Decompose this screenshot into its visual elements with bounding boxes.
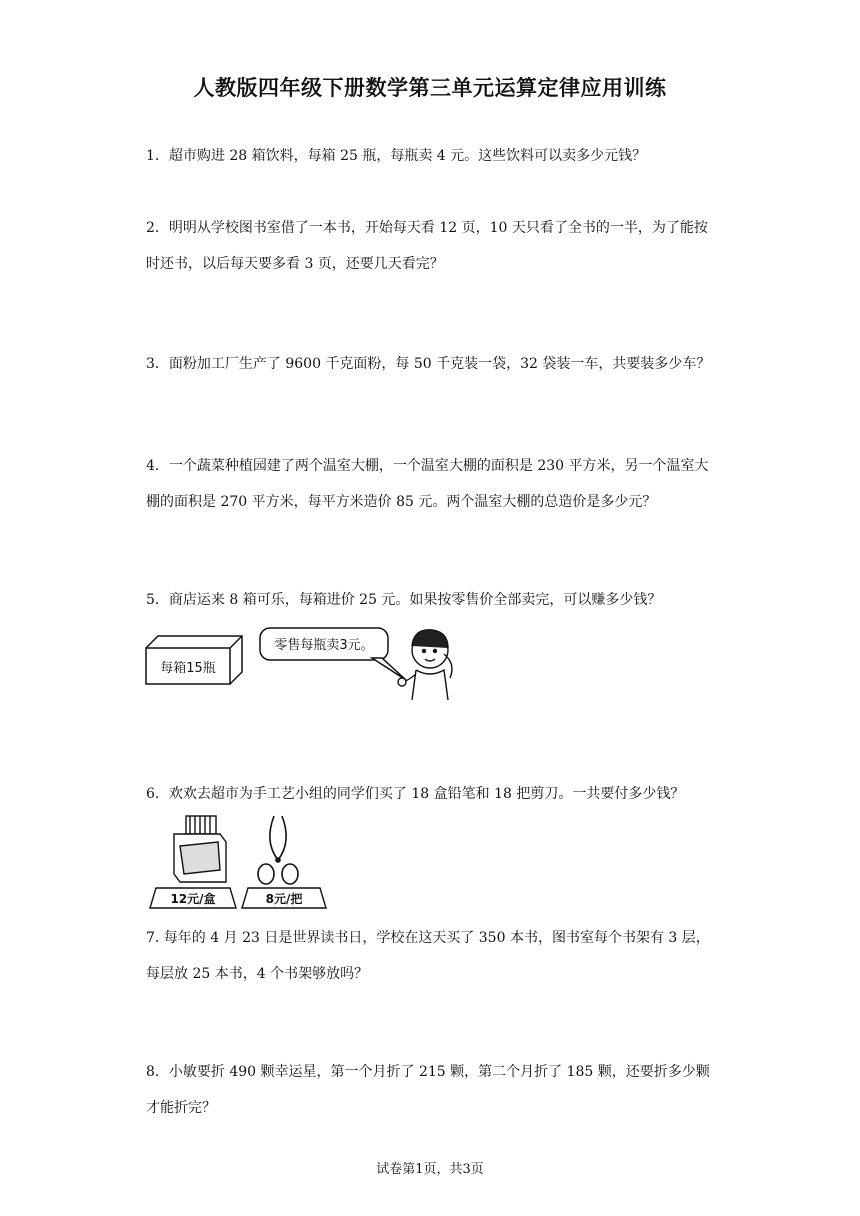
- question-4: 4．一个蔬菜种植园建了两个温室大棚，一个温室大棚的面积是 230 平方米，另一个温室大棚的面积是 270 平方米，每平方米造价 85 元。两个温室大棚的总造价是多少元？: [146, 458, 709, 510]
- question-5-figure: [144, 624, 464, 700]
- speech-bubble: [260, 628, 406, 680]
- girl-icon: [398, 630, 452, 700]
- scissors-price-tag: 8元/把: [265, 892, 303, 906]
- question-5: 5．商店运来 8 箱可乐，每箱进价 25 元。如果按零售价全部卖完，可以赚多少钱？: [146, 592, 662, 608]
- question-6: 6．欢欢去超市为手工艺小组的同学们买了 18 盒铅笔和 18 把剪刀。一共要付多少钱？: [146, 786, 685, 802]
- pencil-price-tag: 12元/盒: [170, 892, 216, 906]
- page-footer: 试卷第1页，共3页: [376, 1162, 484, 1177]
- bottle-box-icon: [146, 636, 242, 684]
- question-3: 3．面粉加工厂生产了 9600 千克面粉，每 50 千克装一袋，32 袋装一车，共要装多少车？: [146, 356, 711, 372]
- question-7: 7. 每年的 4 月 23 日是世界读书日，学校在这天买了 350 本书，图书室每个书架有 3 层，每层放 25 本书，4 个书架够放吗？: [146, 930, 710, 982]
- question-6-figure: [146, 812, 330, 912]
- page-title: 人教版四年级下册数学第三单元运算定律应用训练: [193, 75, 667, 100]
- scissors-icon: [258, 816, 298, 884]
- question-8: 8．小敏要折 490 颗幸运星，第一个月折了 215 颗，第二个月折了 185 颗，还要折多少颗才能折完？: [146, 1064, 710, 1116]
- speech-bubble-text: 零售每瓶卖3元。: [274, 638, 374, 653]
- question-2: 2．明明从学校图书室借了一本书，开始每天看 12 页，10 天只看了全书的一半，为了能按时还书，以后每天要多看 3 页，还要几天看完？: [146, 220, 708, 272]
- pencil-box-icon: [174, 816, 226, 882]
- question-1: 1．超市购进 28 箱饮料，每箱 25 瓶，每瓶卖 4 元。这些饮料可以卖多少元钱？: [146, 148, 647, 164]
- box-label: 每箱15瓶: [160, 661, 216, 676]
